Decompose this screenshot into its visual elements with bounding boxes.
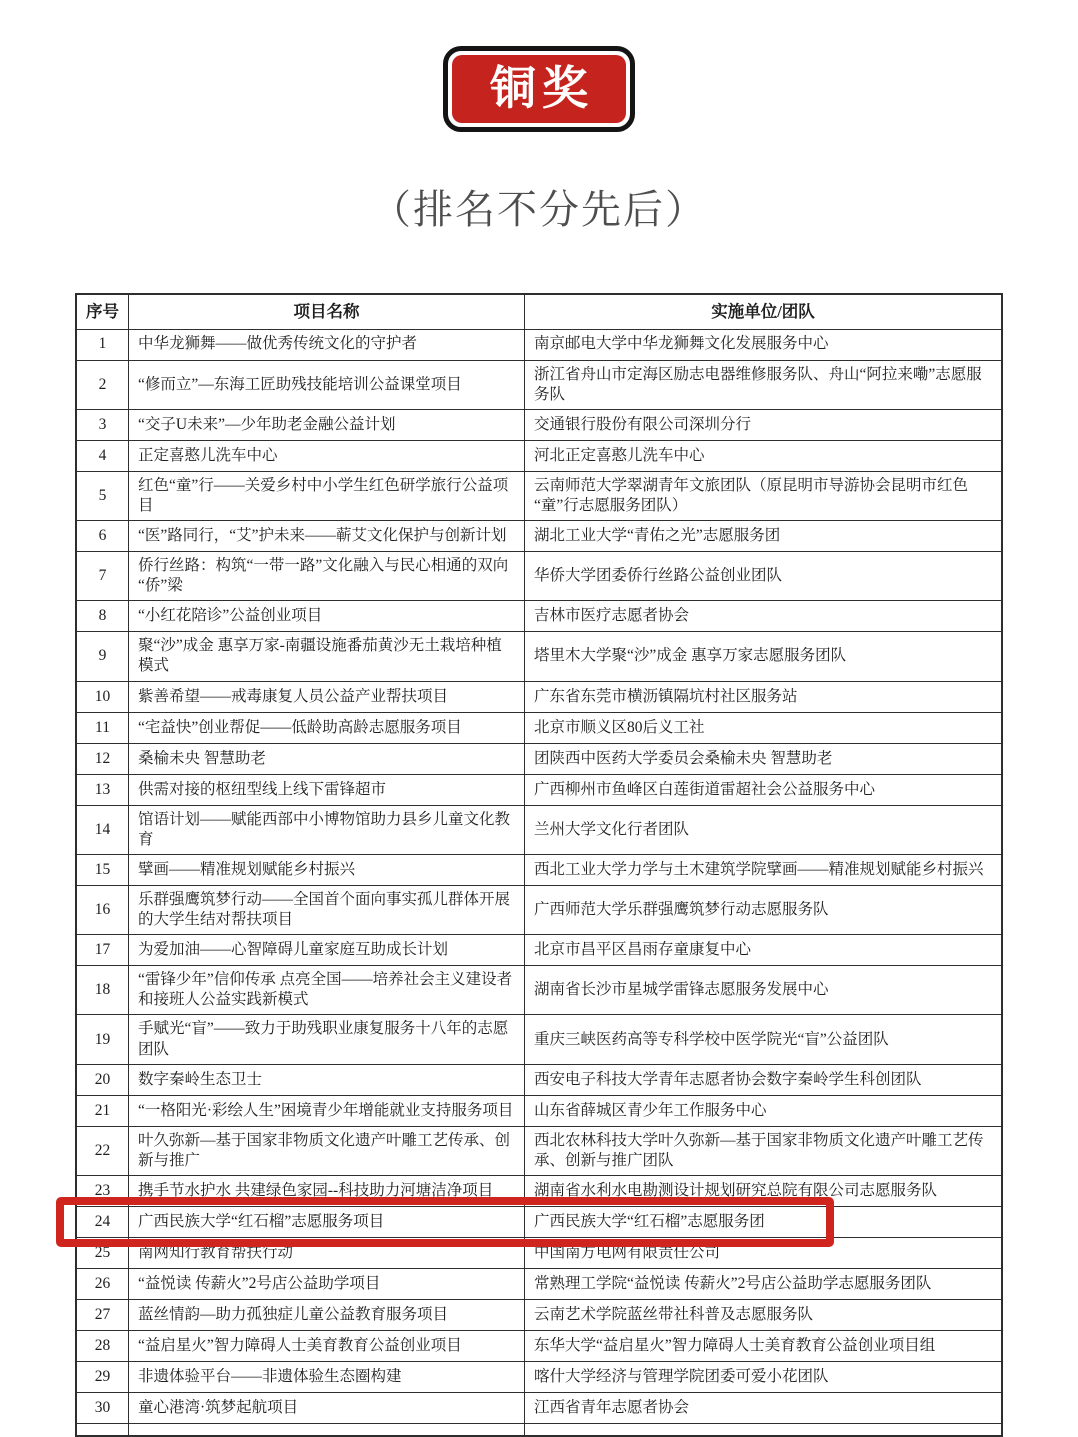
row-number: 30 [77,1393,129,1423]
header-index: 序号 [77,295,129,329]
unit-name: 中国南方电网有限责任公司 [525,1238,1001,1268]
unit-name: 西北农林科技大学叶久弥新—基于国家非物质文化遗产叶雕工艺传承、创新与推广团队 [525,1127,1001,1175]
unit-name: 湖南省水利水电勘测设计规划研究总院有限公司志愿服务队 [525,1176,1001,1206]
row-number: 7 [77,552,129,600]
row-number: 12 [77,744,129,774]
project-name: 擘画——精准规划赋能乡村振兴 [129,855,525,885]
project-name: 叶久弥新—基于国家非物质文化遗产叶雕工艺传承、创新与推广 [129,1127,525,1175]
project-name: “修而立”—东海工匠助残技能培训公益课堂项目 [129,361,525,409]
unit-name: 浙江省舟山市定海区励志电器维修服务队、舟山“阿拉来嘞”志愿服务队 [525,361,1001,409]
row-number: 19 [77,1015,129,1063]
row-number: 29 [77,1362,129,1392]
project-name: “益启星火”智力障碍人士美育教育公益创业项目 [129,1331,525,1361]
badge-container [0,0,1078,132]
row-number: 6 [77,521,129,551]
row-number: 28 [77,1331,129,1361]
table-row [77,1362,1001,1393]
partial-cell [77,1424,129,1435]
project-name: 馆语计划——赋能西部中小博物馆助力县乡儿童文化教育 [129,806,525,854]
unit-name: 重庆三峡医药高等专科学校中医学院光“盲”公益团队 [525,1015,1001,1063]
partial-cell [525,1424,1001,1435]
row-number: 17 [77,935,129,965]
partial-cell [129,1424,525,1435]
table-row [77,1300,1001,1331]
row-number: 20 [77,1065,129,1095]
row-number: 18 [77,966,129,1014]
project-name: 广西民族大学“红石榴”志愿服务项目 [129,1207,525,1237]
unit-name: 团陕西中医药大学委员会桑榆未央 智慧助老 [525,744,1001,774]
unit-name: 东华大学“益启星火”智力障碍人士美育教育公益创业项目组 [525,1331,1001,1361]
table-row [77,1096,1001,1127]
unit-name: 塔里木大学聚“沙”成金 惠享万家志愿服务团队 [525,632,1001,680]
table-row [77,330,1001,361]
table-row [77,361,1001,410]
project-name: “一格阳光·彩绘人生”困境青少年增能就业支持服务项目 [129,1096,525,1126]
row-number: 23 [77,1176,129,1206]
unit-name: 广西柳州市鱼峰区白莲街道雷超社会公益服务中心 [525,775,1001,805]
row-number: 14 [77,806,129,854]
unit-name: 云南师范大学翠湖青年文旅团队（原昆明市导游协会昆明市红色“童”行志愿服务团队） [525,472,1001,520]
table-row [77,601,1001,632]
row-number: 11 [77,713,129,743]
project-name: 乐群强鹰筑梦行动——全国首个面向事实孤儿群体开展的大学生结对帮扶项目 [129,886,525,934]
project-name: “交子U未来”—少年助老金融公益计划 [129,410,525,440]
unit-name: 北京市昌平区昌雨存童康复中心 [525,935,1001,965]
table-row [77,682,1001,713]
table-row [77,744,1001,775]
row-number: 2 [77,361,129,409]
table-row [77,1015,1001,1064]
table-row [77,935,1001,966]
unit-name: 常熟理工学院“益悦读 传薪火”2号店公益助学志愿服务团队 [525,1269,1001,1299]
unit-name: 交通银行股份有限公司深圳分行 [525,410,1001,440]
table-header-row [77,295,1001,330]
row-number: 24 [77,1207,129,1237]
table-row [77,1238,1001,1269]
table-row [77,552,1001,601]
project-name: 供需对接的枢纽型线上线下雷锋超市 [129,775,525,805]
unit-name: 西北工业大学力学与土木建筑学院擘画——精准规划赋能乡村振兴 [525,855,1001,885]
unit-name: 河北正定喜憨儿洗车中心 [525,441,1001,471]
project-name: 数字秦岭生态卫士 [129,1065,525,1095]
unit-name: 南京邮电大学中华龙狮舞文化发展服务中心 [525,330,1001,360]
bronze-award-badge [443,46,635,132]
header-unit-team: 实施单位/团队 [525,295,1001,329]
project-name: 侨行丝路：构筑“一带一路”文化融入与民心相通的双向“侨”梁 [129,552,525,600]
row-number: 25 [77,1238,129,1268]
row-number: 22 [77,1127,129,1175]
table-row [77,886,1001,935]
project-name: 红色“童”行——关爱乡村中小学生红色研学旅行公益项目 [129,472,525,520]
header-project-name: 项目名称 [129,295,525,329]
partial-next-row [77,1424,1001,1435]
unit-name: 广西民族大学“红石榴”志愿服务团 [525,1207,1001,1237]
row-number: 26 [77,1269,129,1299]
table-row [77,1127,1001,1176]
row-number: 9 [77,632,129,680]
row-number: 27 [77,1300,129,1330]
unit-name: 江西省青年志愿者协会 [525,1393,1001,1423]
unit-name: 广东省东莞市横沥镇隔坑村社区服务站 [525,682,1001,712]
awards-table [75,293,1003,1437]
project-name: 携手节水护水 共建绿色家园--科技助力河塘洁净项目 [129,1176,525,1206]
project-name: “雷锋少年”信仰传承 点亮全国——培养社会主义建设者和接班人公益实践新模式 [129,966,525,1014]
project-name: 南网知行教育帮扶行动 [129,1238,525,1268]
row-number: 1 [77,330,129,360]
table-body [77,330,1001,1425]
row-number: 5 [77,472,129,520]
table-row [77,855,1001,886]
project-name: “医”路同行，“艾”护未来——蕲艾文化保护与创新计划 [129,521,525,551]
table-row [77,806,1001,855]
row-number: 3 [77,410,129,440]
project-name: 桑榆未央 智慧助老 [129,744,525,774]
unit-name: 华侨大学团委侨行丝路公益创业团队 [525,552,1001,600]
project-name: 童心港湾·筑梦起航项目 [129,1393,525,1423]
row-number: 4 [77,441,129,471]
row-number: 13 [77,775,129,805]
unit-name: 喀什大学经济与管理学院团委可爱小花团队 [525,1362,1001,1392]
table-row [77,1269,1001,1300]
unit-name: 山东省薛城区青少年工作服务中心 [525,1096,1001,1126]
project-name: 正定喜憨儿洗车中心 [129,441,525,471]
unit-name: 湖南省长沙市星城学雷锋志愿服务发展中心 [525,966,1001,1014]
unit-name: 云南艺术学院蓝丝带社科普及志愿服务队 [525,1300,1001,1330]
project-name: 紫善希望——戒毒康复人员公益产业帮扶项目 [129,682,525,712]
table-row [77,775,1001,806]
project-name: “益悦读 传薪火”2号店公益助学项目 [129,1269,525,1299]
unit-name: 兰州大学文化行者团队 [525,806,1001,854]
table-row [77,521,1001,552]
table-row [77,1065,1001,1096]
ranking-note: （排名不分先后） [0,178,1078,235]
row-number: 21 [77,1096,129,1126]
unit-name: 吉林市医疗志愿者协会 [525,601,1001,631]
table-row [77,441,1001,472]
row-number: 16 [77,886,129,934]
table-row [77,1331,1001,1362]
project-name: 蓝丝情韵—助力孤独症儿童公益教育服务项目 [129,1300,525,1330]
unit-name: 北京市顺义区80后义工社 [525,713,1001,743]
project-name: 聚“沙”成金 惠享万家-南疆设施番茄黄沙无土栽培种植模式 [129,632,525,680]
project-name: 非遗体验平台——非遗体验生态圈构建 [129,1362,525,1392]
table-row [77,410,1001,441]
badge-label: 铜奖 [452,55,626,123]
row-number: 15 [77,855,129,885]
project-name: “小红花陪诊”公益创业项目 [129,601,525,631]
project-name: 为爱加油——心智障碍儿童家庭互助成长计划 [129,935,525,965]
table-row [77,472,1001,521]
table-row [77,1393,1001,1424]
unit-name: 湖北工业大学“青佑之光”志愿服务团 [525,521,1001,551]
table-row [77,713,1001,744]
row-number: 8 [77,601,129,631]
table-row [77,632,1001,681]
unit-name: 广西师范大学乐群强鹰筑梦行动志愿服务队 [525,886,1001,934]
unit-name: 西安电子科技大学青年志愿者协会数字秦岭学生科创团队 [525,1065,1001,1095]
project-name: 中华龙狮舞——做优秀传统文化的守护者 [129,330,525,360]
table-row [77,1207,1001,1238]
project-name: 手赋光“盲”——致力于助残职业康复服务十八年的志愿团队 [129,1015,525,1063]
row-number: 10 [77,682,129,712]
table-row [77,966,1001,1015]
table-row [77,1176,1001,1207]
project-name: “宅益快”创业帮促——低龄助高龄志愿服务项目 [129,713,525,743]
